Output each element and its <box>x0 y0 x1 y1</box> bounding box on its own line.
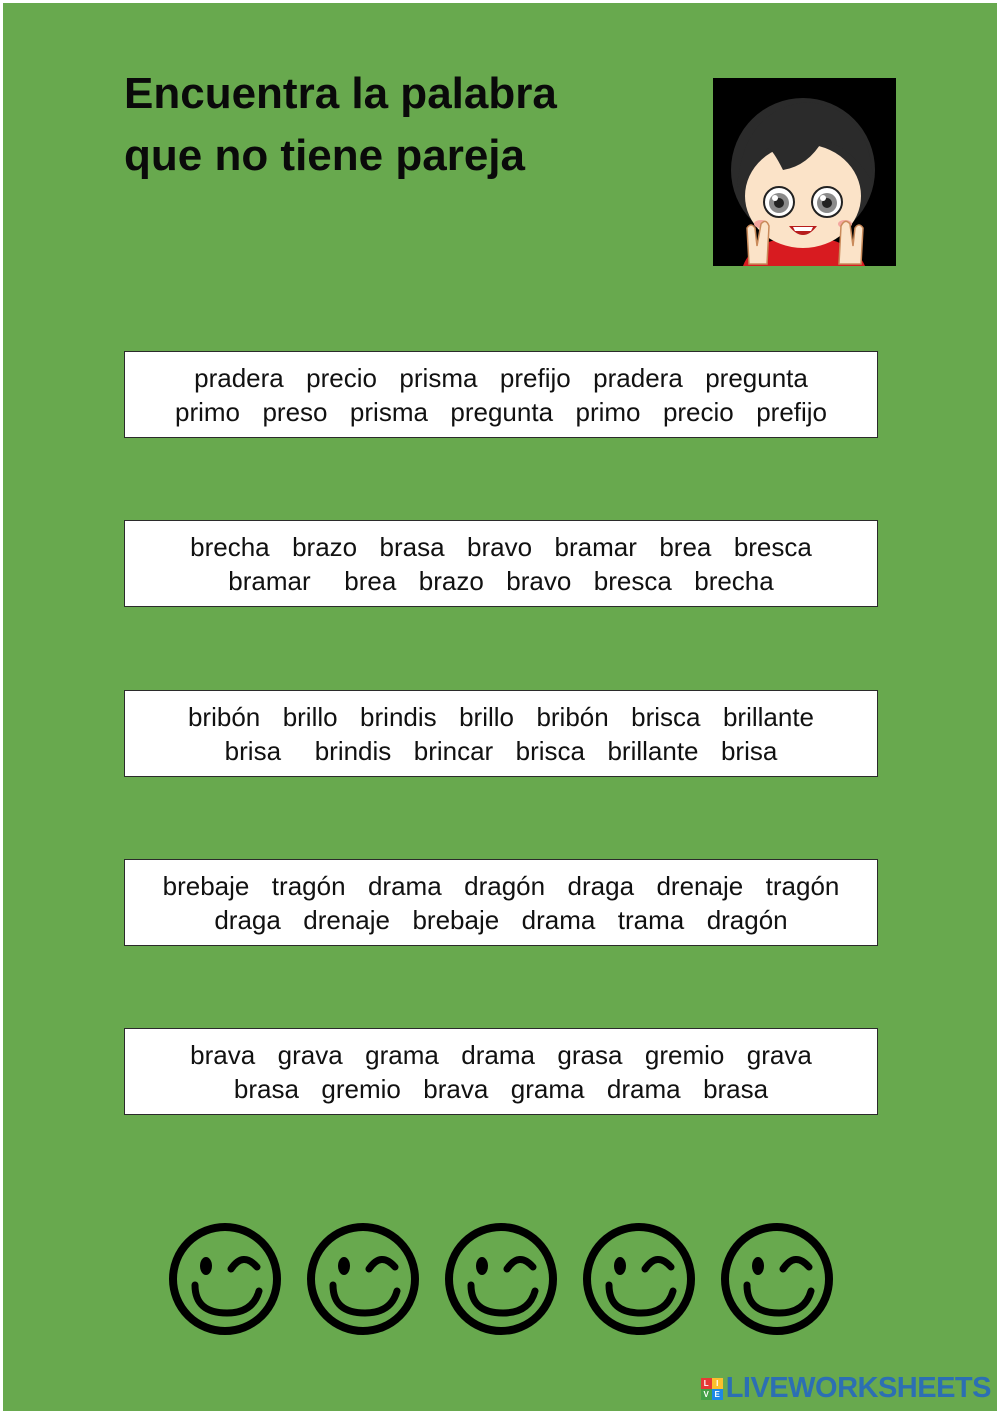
title-line-2: que no tiene pareja <box>124 131 525 180</box>
word-box-4[interactable] <box>124 859 878 946</box>
word-line[interactable]: brebaje tragón drama dragón draga drenaje tragón <box>162 870 840 901</box>
logo-letter: V <box>701 1389 712 1400</box>
word-line[interactable]: bribón brillo brindis brillo bribón brisca brillante <box>187 701 815 732</box>
brand-text: LIVEWORKSHEETS <box>725 1372 991 1404</box>
word-box-5[interactable] <box>124 1028 878 1115</box>
page-title <box>124 63 684 187</box>
liveworksheets-logo-icon <box>701 1378 723 1400</box>
winking-face-icon[interactable] <box>581 1221 697 1337</box>
logo-letter: E <box>712 1389 723 1400</box>
logo-letter: L <box>701 1378 712 1389</box>
word-line[interactable]: brava grava grama drama grasa gremio grava <box>190 1039 812 1070</box>
word-box-3[interactable] <box>124 690 878 777</box>
liveworksheets-brand[interactable] <box>701 1372 991 1405</box>
word-line[interactable]: brasa gremio brava grama drama brasa <box>233 1073 769 1104</box>
word-line[interactable]: pradera precio prisma prefijo pradera pregunta <box>194 362 808 393</box>
word-line[interactable]: primo preso prisma pregunta primo precio prefijo <box>174 396 828 427</box>
word-box-2[interactable] <box>124 520 878 607</box>
logo-letter: I <box>712 1378 723 1389</box>
girl-cartoon-avatar <box>713 78 896 266</box>
winking-face-icon[interactable] <box>443 1221 559 1337</box>
word-line[interactable]: brisa brindis brincar brisca brillante brisa <box>224 735 778 766</box>
word-line[interactable]: draga drenaje brebaje drama trama dragón <box>214 904 788 935</box>
title-line-1: Encuentra la palabra <box>124 69 557 118</box>
winking-face-icon[interactable] <box>719 1221 835 1337</box>
word-line[interactable]: brecha brazo brasa bravo bramar brea bresca <box>190 531 812 562</box>
worksheet-page <box>3 3 997 1411</box>
word-box-1[interactable] <box>124 351 878 438</box>
word-line[interactable]: bramar brea brazo bravo bresca brecha <box>228 565 774 596</box>
winking-face-icon[interactable] <box>167 1221 283 1337</box>
winking-face-icon[interactable] <box>305 1221 421 1337</box>
